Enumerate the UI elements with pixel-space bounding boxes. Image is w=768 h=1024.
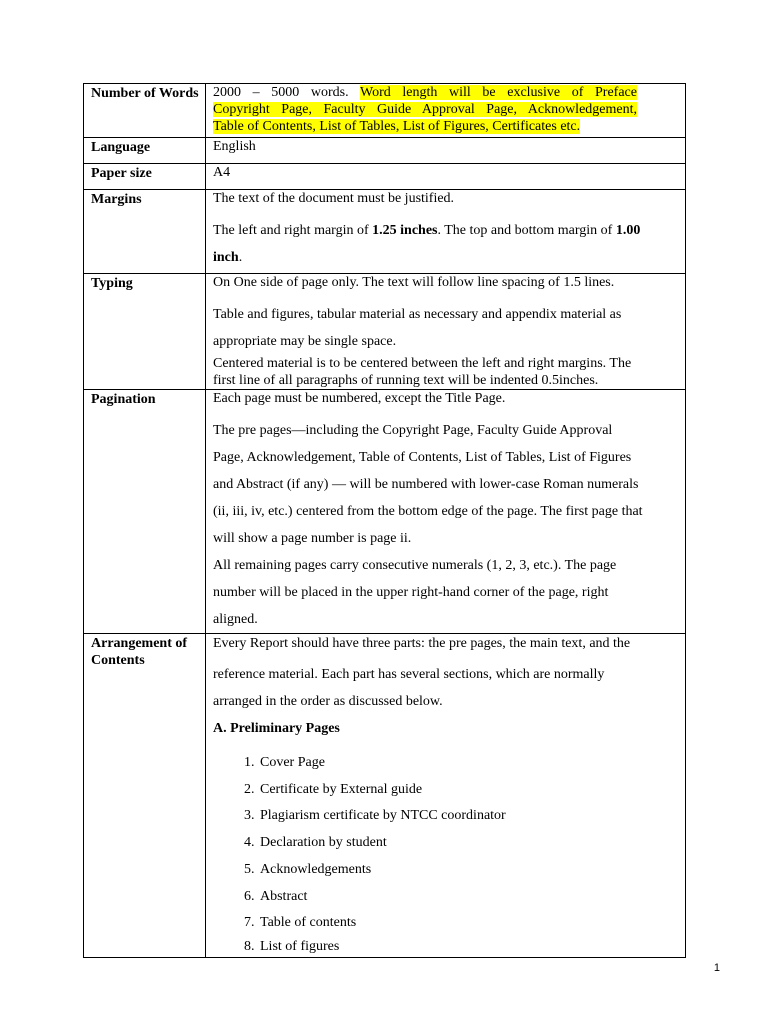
list-item: 2. Certificate by External guide bbox=[258, 777, 684, 804]
table-row-margins bbox=[84, 190, 686, 274]
row-label-language: Language bbox=[84, 138, 206, 164]
row-content-arrangement bbox=[206, 634, 686, 958]
list-item: 3. Plagiarism certificate by NTCC coordinator bbox=[258, 803, 684, 830]
words-plain: 2000 – 5000 words. bbox=[213, 85, 349, 100]
list-item: 5. Acknowledgements bbox=[258, 857, 684, 884]
row-label-pagination: Pagination bbox=[84, 390, 206, 634]
typing-line-5: first line of all paragraphs of running text will be indented 0.5inches. bbox=[213, 373, 599, 388]
list-item: 4. Declaration by student bbox=[258, 830, 684, 857]
table-row-typing bbox=[84, 274, 686, 390]
words-line-1 bbox=[213, 84, 637, 101]
list-item: 7. Table of contents bbox=[258, 910, 684, 937]
row-content-typing bbox=[206, 274, 686, 390]
pagination-line-8: number will be placed in the upper right-hand corner of the page, right bbox=[213, 585, 609, 600]
row-content-language: English bbox=[206, 138, 686, 164]
pagination-line-6: will show a page number is page ii. bbox=[213, 531, 412, 546]
margins-text-end: . bbox=[238, 250, 243, 265]
row-content-margins bbox=[206, 190, 686, 274]
row-label-margins: Margins bbox=[84, 190, 206, 274]
words-highlight-3: Table of Contents, List of Tables, List of Figures, Certificates etc. bbox=[213, 119, 581, 134]
words-line-3 bbox=[213, 118, 637, 135]
table-row-language bbox=[84, 138, 686, 164]
list-item: 1. Cover Page bbox=[258, 750, 684, 777]
margins-text-pre: The left and right margin of bbox=[213, 223, 373, 238]
pagination-line-3: Page, Acknowledgement, Table of Contents, List of Tables, List of Figures bbox=[213, 450, 632, 465]
margins-tb-value: 1.00 bbox=[615, 223, 641, 238]
margins-line-3 bbox=[213, 244, 684, 271]
margins-lr-value: 1.25 inches bbox=[372, 223, 438, 238]
page-number: 1 bbox=[713, 962, 720, 974]
arrangement-heading: A. Preliminary Pages bbox=[213, 721, 340, 736]
row-label-words: Number of Words bbox=[84, 84, 206, 138]
pagination-line-1: Each page must be numbered, except the Title Page. bbox=[213, 391, 506, 406]
arrangement-line-1: Every Report should have three parts: the pre pages, the main text, and the bbox=[213, 636, 631, 651]
pagination-line-4: and Abstract (if any) — will be numbered with lower-case Roman numerals bbox=[213, 477, 639, 492]
typing-line-3: appropriate may be single space. bbox=[213, 334, 397, 349]
arrangement-line-3: arranged in the order as discussed below. bbox=[213, 694, 443, 709]
table-row-paper-size bbox=[84, 164, 686, 190]
table-row-words bbox=[84, 84, 686, 138]
row-content-words bbox=[206, 84, 686, 138]
typing-line-1: On One side of page only. The text will follow line spacing of 1.5 lines. bbox=[213, 275, 615, 290]
row-content-pagination bbox=[206, 390, 686, 634]
table-row-pagination bbox=[84, 390, 686, 634]
margins-line-1: The text of the document must be justified. bbox=[213, 191, 455, 206]
list-item: 6. Abstract bbox=[258, 884, 684, 911]
typing-line-2: Table and figures, tabular material as necessary and appendix material as bbox=[213, 307, 622, 322]
row-label-typing: Typing bbox=[84, 274, 206, 390]
pagination-line-5: (ii, iii, iv, etc.) centered from the bottom edge of the page. The first page that bbox=[213, 504, 643, 519]
arrangement-label-2: Contents bbox=[91, 653, 145, 668]
table-row-arrangement bbox=[84, 634, 686, 958]
words-line-2 bbox=[213, 101, 637, 118]
formatting-spec-table bbox=[83, 83, 686, 958]
words-highlight-2: Copyright Page, Faculty Guide Approval Page, Acknowledgement, bbox=[213, 102, 637, 117]
row-label-paper-size: Paper size bbox=[84, 164, 206, 190]
preliminary-pages-list bbox=[213, 750, 684, 957]
typing-line-4: Centered material is to be centered between the left and right margins. The bbox=[213, 356, 632, 371]
words-highlight-1: Word length will be exclusive of Preface bbox=[359, 85, 637, 100]
arrangement-line-2: reference material. Each part has several sections, which are normally bbox=[213, 667, 605, 682]
margins-line-2 bbox=[213, 217, 684, 244]
margins-text-mid: . The top and bottom margin of bbox=[437, 223, 616, 238]
arrangement-label-1: Arrangement of bbox=[91, 636, 188, 651]
pagination-line-2: The pre pages—including the Copyright Page, Faculty Guide Approval bbox=[213, 423, 613, 438]
margins-tb-unit: inch bbox=[213, 250, 239, 265]
pagination-line-9: aligned. bbox=[213, 612, 258, 627]
row-label-arrangement bbox=[84, 634, 206, 958]
pagination-line-7: All remaining pages carry consecutive numerals (1, 2, 3, etc.). The page bbox=[213, 558, 617, 573]
list-item: 8. List of figures bbox=[258, 937, 684, 957]
row-content-paper-size: A4 bbox=[206, 164, 686, 190]
